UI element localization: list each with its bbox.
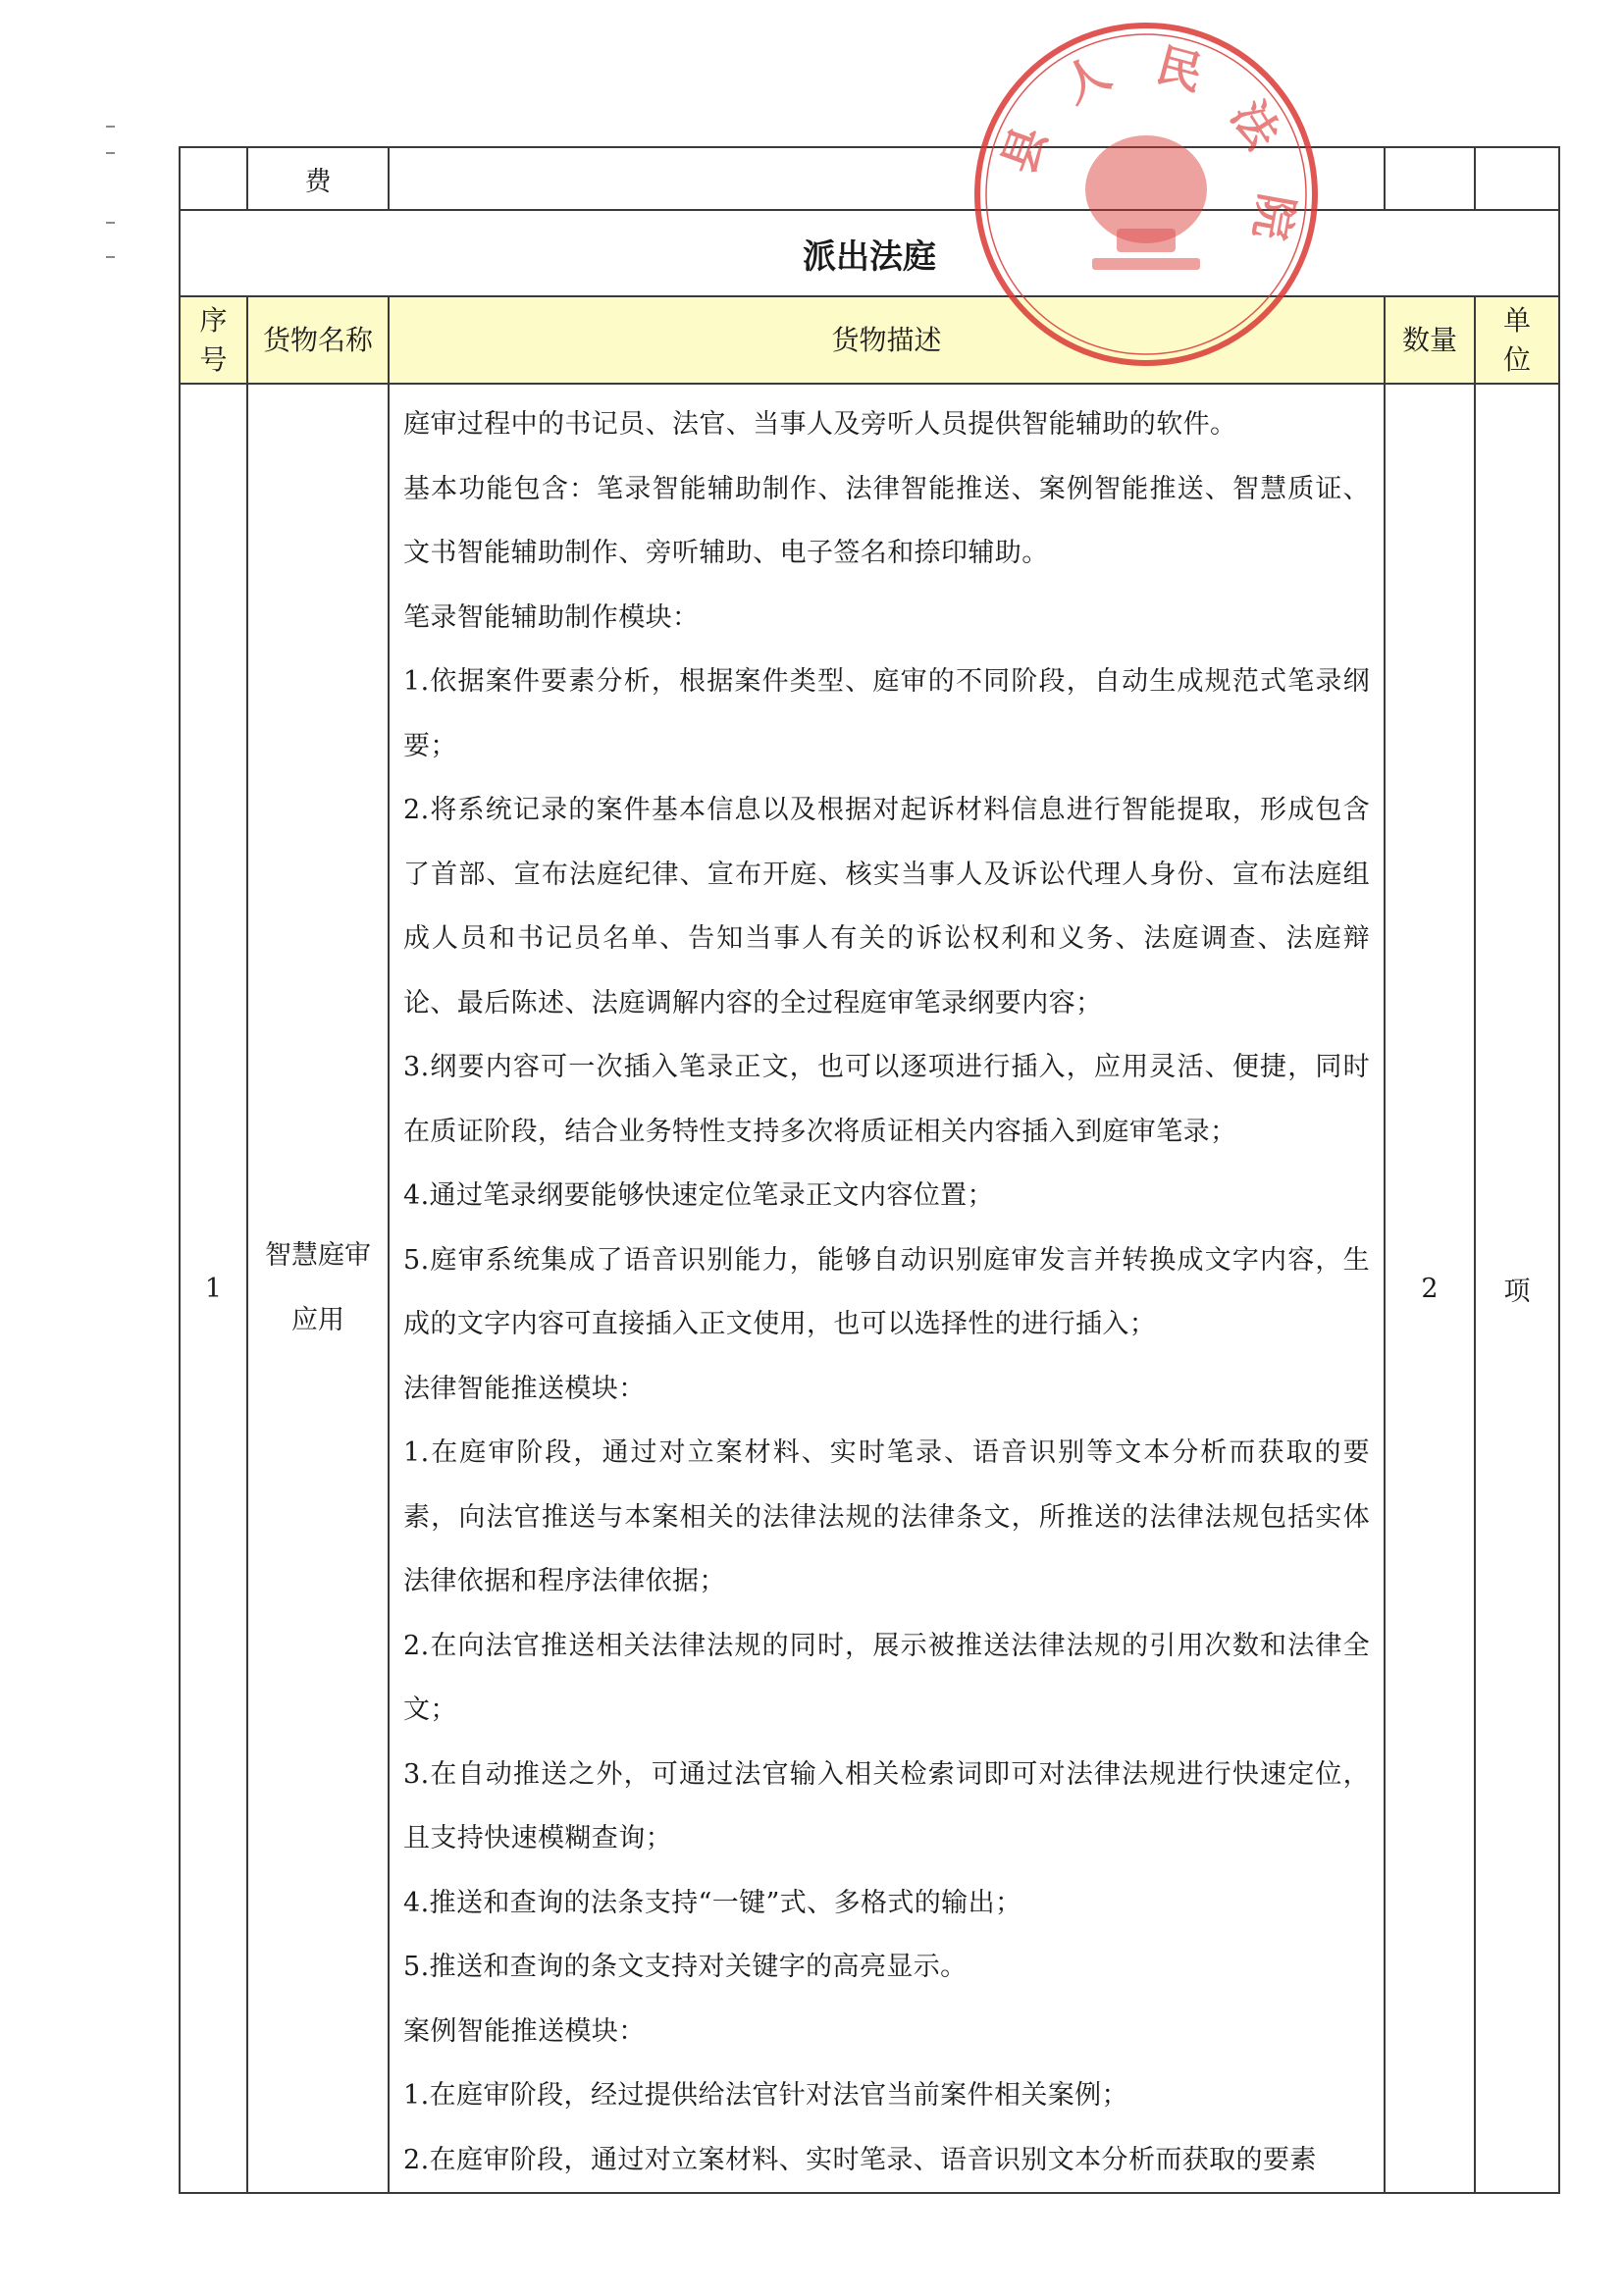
desc-paragraph: 1.在庭审阶段，通过对立案材料、实时笔录、语音识别等文本分析而获取的要素，向法官推送与本案相关的法律法规的法律条文，所推送的法律法规包括实体法律依据和程序法律依据； <box>403 1437 1370 1596</box>
seal-character: 人 <box>1054 45 1119 114</box>
desc-paragraph: 法律智能推送模块： <box>403 1373 646 1404</box>
margin-mark <box>106 222 115 224</box>
row-qty: 2 <box>1385 384 1475 2193</box>
goods-table <box>179 146 1560 2194</box>
desc-paragraph: 1.依据案件要素分析，根据案件类型、庭审的不同阶段，自动生成规范式笔录纲要； <box>403 666 1370 761</box>
margin-mark <box>106 152 115 154</box>
margin-mark <box>106 256 115 258</box>
row-unit: 项 <box>1475 384 1559 2193</box>
row-name: 智慧庭审应用 <box>265 1240 371 1335</box>
desc-paragraph: 2.在庭审阶段，通过对立案材料、实时笔录、语音识别文本分析而获取的要素 <box>403 2144 1317 2175</box>
desc-paragraph: 3.在自动推送之外，可通过法官输入相关检索词即可对法律法规进行快速定位，且支持快速模糊查询； <box>403 1758 1370 1853</box>
seal-character: 法 <box>1221 91 1290 158</box>
continued-row <box>180 147 1559 210</box>
desc-paragraph: 4.通过笔录纲要能够快速定位笔录正文内容位置； <box>403 1180 994 1211</box>
section-title: 派出法庭 <box>180 210 1559 296</box>
row-seq: 1 <box>180 384 247 2193</box>
row-description <box>389 384 1385 2193</box>
desc-paragraph: 案例智能推送模块： <box>403 2015 646 2047</box>
desc-paragraph: 1.在庭审阶段，经过提供给法官针对法官当前案件相关案例； <box>403 2080 1128 2111</box>
desc-paragraph: 2.在向法官推送相关法律法规的同时，展示被推送法律法规的引用次数和法律全文； <box>403 1630 1370 1725</box>
header-name: 货物名称 <box>247 296 389 384</box>
header-unit: 单位 <box>1502 303 1531 376</box>
header-qty: 数量 <box>1385 296 1475 384</box>
table-header-row <box>180 296 1559 384</box>
header-seq: 序号 <box>199 303 228 376</box>
desc-paragraph: 5.推送和查询的条文支持对关键字的高亮显示。 <box>403 1952 968 1982</box>
continued-item-cell: 费 <box>247 147 389 210</box>
table-row <box>180 384 1559 2193</box>
desc-paragraph: 庭审过程中的书记员、法官、当事人及旁听人员提供智能辅助的软件。 <box>403 409 1237 440</box>
section-row <box>180 210 1559 296</box>
desc-paragraph: 3.纲要内容可一次插入笔录正文，也可以逐项进行插入，应用灵活、便捷，同时在质证阶段，结合业务特性支持多次将质证相关内容插入到庭审笔录； <box>403 1052 1370 1147</box>
seal-character: 县 <box>991 119 1058 181</box>
desc-paragraph: 基本功能包含：笔录智能辅助制作、法律智能推送、案例智能推送、智慧质证、文书智能辅助制作、旁听辅助、电子签名和捺印辅助。 <box>403 473 1370 568</box>
desc-paragraph: 笔录智能辅助制作模块： <box>403 601 700 633</box>
desc-paragraph: 4.推送和查询的法条支持“一键”式、多格式的输出； <box>403 1887 1022 1918</box>
seal-character: 民 <box>1150 37 1209 101</box>
header-desc: 货物描述 <box>389 296 1385 384</box>
desc-paragraph: 2.将系统记录的案件基本信息以及根据对起诉材料信息进行智能提取，形成包含了首部、宣布法庭纪律、宣布开庭、核实当事人及诉讼代理人身份、宣布法庭组成人员和书记员名单、告知当事人有关的诉讼权利和义务、法庭调查、法庭辩论、最后陈述、法庭调解内容的全过程庭审笔录纲要内容； <box>403 795 1370 1018</box>
seal-character: 院 <box>1243 189 1304 244</box>
margin-mark <box>106 126 115 128</box>
desc-paragraph: 5.庭审系统集成了语音识别能力，能够自动识别庭审发言并转换成文字内容，生成的文字内容可直接插入正文使用，也可以选择性的进行插入； <box>403 1244 1370 1339</box>
